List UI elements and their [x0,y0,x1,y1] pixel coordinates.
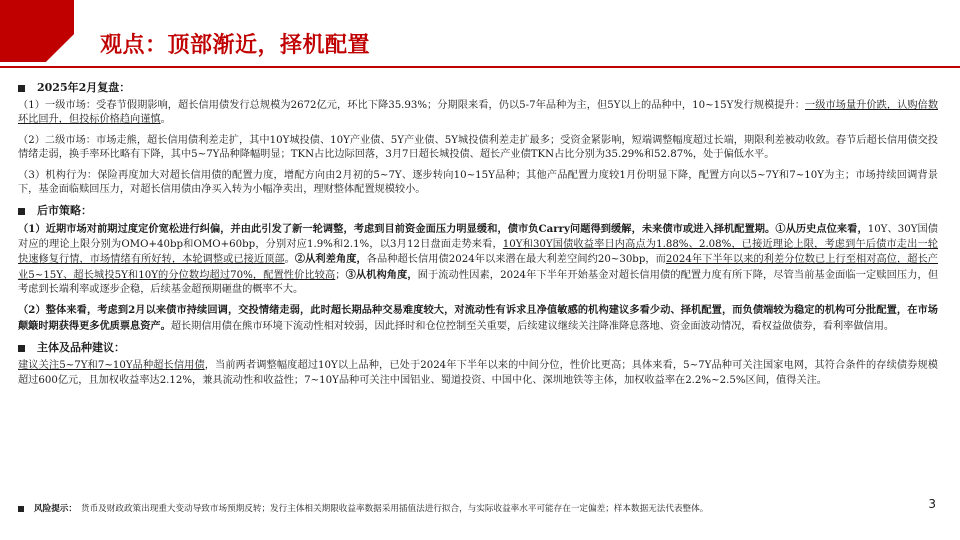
outlook-paragraph-2 [18,303,938,334]
outlook-paragraph-1 [18,222,938,297]
text-run: 囿于流动性因素，2024年下半年开始基金对超长信用债的配置力度有所下降，尽管当前基金面临一定赎回压力，但考虑到长端利率或逐步企稳，后续基金超预期砸盘的概率不大。 [18,269,939,296]
text-run: 超长期信用债在熊市环境下流动性相对较弱，因此择时和仓位控制至关重要，后续建议继续关注降准降息落地、资金面波动情况，看权益做债券，看利率做信用。 [170,320,895,332]
picks-paragraph [18,359,938,388]
slide-content [18,76,938,394]
page-number: 3 [928,497,936,511]
section-heading-outlook [18,203,938,219]
text-run: ，当前两者调整幅度超过10Y以上品种，已处于2024年下半年以来的中间分位，性价比更高；具体来看，5~7Y品种可关注国家电网，其符合条件的存续债券规模超过600亿元，且加权收益率达2.12%，兼具流动性和收益性；7~10Y品种可关注中国铝业、蜀道投资、中国中化、深圳地铁等主体，加权收益率在2.2%~2.5%区间，值得关注。 [18,360,938,386]
section-heading-review [18,80,938,96]
bold-text: ③从机构角度， [345,268,418,281]
corner-logo-block [0,0,74,62]
square-bullet-icon [18,345,25,352]
text-run: 各品种超长信用债2024年以来潜在最大利差空间约20~30bp，而 [366,254,666,266]
slide-title: 观点：顶部渐近，择机配置 [100,33,371,58]
square-bullet-icon [18,208,25,215]
risk-label: 风险提示： [34,504,77,514]
bold-text: （2）整体来看，考虑到2月以来债市持续回调，交投情绪走弱，此时超长期品种交易难度较大，对流动性有诉求且净值敏感的机构建议多看少动、择机配置，而负债端较为稳定的机构可分批配置，在市场颠簸时期获得更多优质票息资产。 [18,304,938,332]
bold-text: ②从利差角度， [294,253,367,266]
square-bullet-icon [18,85,25,92]
text-run: 。 [160,114,171,126]
risk-disclaimer [18,503,918,515]
section-heading-text: 2025年2月复盘： [37,80,131,94]
section-heading-text: 后市策略： [37,204,92,218]
underlined-text: 一级市场量升价跌，认购倍数环比回升，但投标价格趋向谨慎 [18,100,939,126]
review-institution-behavior: （3）机构行为：保险再度加大对超长信用债的配置力度，增配方向由2月初的5~7Y、逐步转向10~15Y品种；其他产品配置力度较1月份明显下降，配置方向以5~7Y和7~10Y为主；市场持续回调背景下，基金面临赎回压力，对超长信用债由净买入转为小幅净卖出，理财整体配置规模较小。 [18,169,938,196]
underlined-text: 10Y和30Y国债收益率日内高点为1.88%、2.08%，已接近理论上限，考虑到午后债市走出一轮快速修复行情，市场情绪有所好转，本轮调整或已接近顶部 [18,238,938,266]
section-heading-text: 主体及品种建议： [37,341,125,355]
text-run: 10Y、30Y国债对应的理论上限分别为OMO+40bp和OMO+60bp，分别对应1.9%和2.1%，以3月12日盘面走势来看， [18,224,938,250]
square-bullet-icon [18,506,24,512]
risk-text: 货币及财政政策出现重大变动导致市场预期反转；发行主体相关期限收益率数据采用插值法进行拟合，与实际收益率水平可能存在一定偏差；样本数据无法代表整体。 [80,504,709,514]
bold-text: （1）近期市场对前期过度定价宽松进行纠偏，并由此引发了新一轮调整，考虑到目前资金面压力明显缓和，债市负Carry问题得到缓解，未来债市或进入择机配置期。①从历史点位来看， [18,223,868,236]
underlined-text: 建议关注5~7Y和7~10Y品种超长信用债 [18,360,205,372]
text-run: （1）一级市场：受春节假期影响，超长信用债发行总规模为2672亿元，环比下降35.93%；分期限来看，仍以5-7年品种为主，但5Y以上的品种中，10~15Y发行规模提升： [18,100,806,111]
text-run: 。 [284,254,295,266]
section-heading-picks [18,340,938,356]
underlined-text: 2024年下半年以来的利差分位数已上行至相对高位，超长产业5~15Y、超长城投5Y和10Y的分位数均超过70%，配置性价比较高 [18,254,938,281]
title-divider [0,66,960,68]
review-primary-market [18,99,938,128]
text-run: ； [335,269,346,281]
review-secondary-market: （2）二级市场：市场走熊，超长信用债利差走扩，其中10Y城投债、10Y产业债、5Y产业债、5Y城投债利差走扩最多；受资金紧影响，短端调整幅度超过长端，期限利差被动收敛。春节后超长信用债交投情绪走弱，换手率环比略有下降，其中5~7Y品种降幅明显；TKN占比边际回落，3月7日超长城投债、超长产业债TKN占比分别为35.29%和52.87%，处于偏低水平。 [18,134,938,161]
